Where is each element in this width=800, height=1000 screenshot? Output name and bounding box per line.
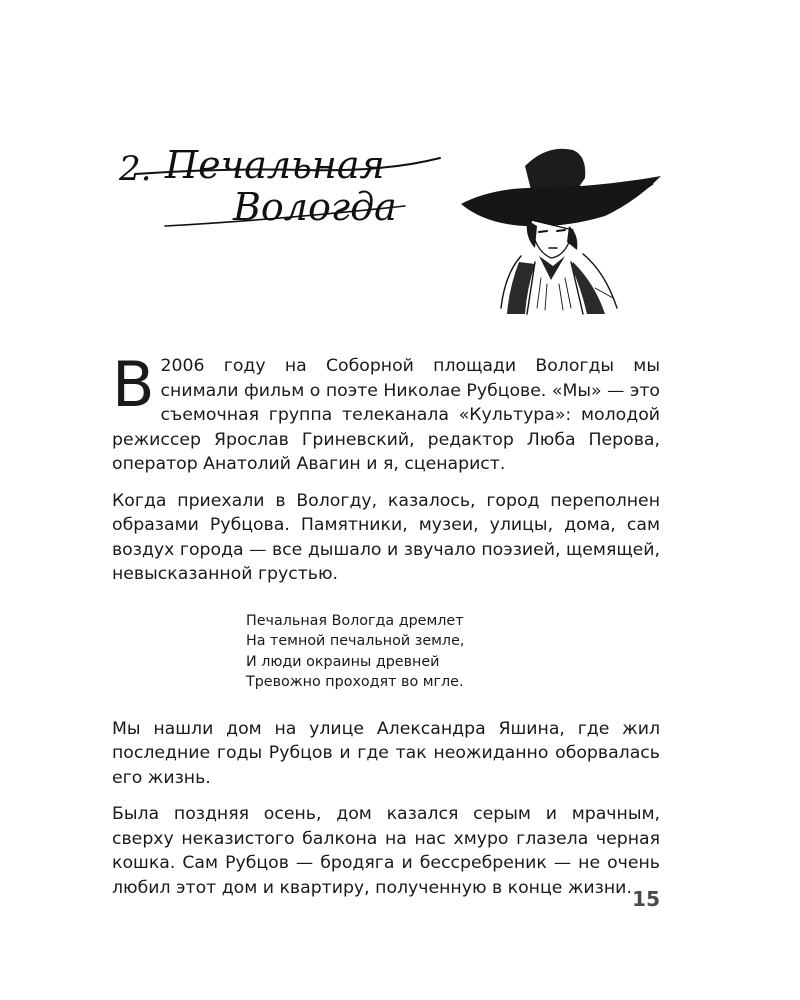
article-body xyxy=(112,348,660,912)
poem-line: На темной печальной земле, xyxy=(246,633,465,649)
paragraph-1 xyxy=(112,348,660,477)
chapter-title-line2: Вологда xyxy=(233,185,397,229)
paragraph-2: Когда приехали в Вологду, казалось, город переполнен образами Рубцова. Памятники, музеи, улицы, дома, сам воздух города — все дышало и звучало поэзией, щемящей, невысказанной грустью. xyxy=(112,490,660,584)
page-number: 15 xyxy=(632,887,660,911)
chapter-number: 2. xyxy=(119,149,152,189)
paragraph-3: Мы нашли дом на улице Александра Яшина, где жил последние годы Рубцов и где так неожиданно оборвалась его жизнь. xyxy=(112,718,660,788)
poem-line: И люди окраины древней xyxy=(246,653,440,670)
chapter-title-line1: Печальная xyxy=(165,143,385,187)
paragraph-1-text: 2006 году на Соборной площади Вологды мы снимали фильм о поэте Николае Рубцове. «Мы» — это съемочная группа телеканала «Культура»: молодой режиссер Ярослав Гриневский, редактор Люба Перова, оператор Анатолий Авагин и я, сценарист. xyxy=(112,356,660,474)
poem-quote xyxy=(246,611,660,693)
poem-line: Печальная Вологда дремлет xyxy=(246,612,464,629)
woman-in-hat-sketch-icon xyxy=(455,138,670,318)
poem-line: Тревожно проходят во мгле. xyxy=(246,674,464,690)
paragraph-4: Была поздняя осень, дом казался серым и мрачным, сверху неказистого балкона на нас хмуро глазела черная кошка. Сам Рубцов — бродяга и бессребреник — не очень любил этот дом и квартиру, полученную в конце жизни. xyxy=(112,804,660,898)
chapter-heading xyxy=(105,128,455,238)
drop-cap: В xyxy=(112,348,155,421)
